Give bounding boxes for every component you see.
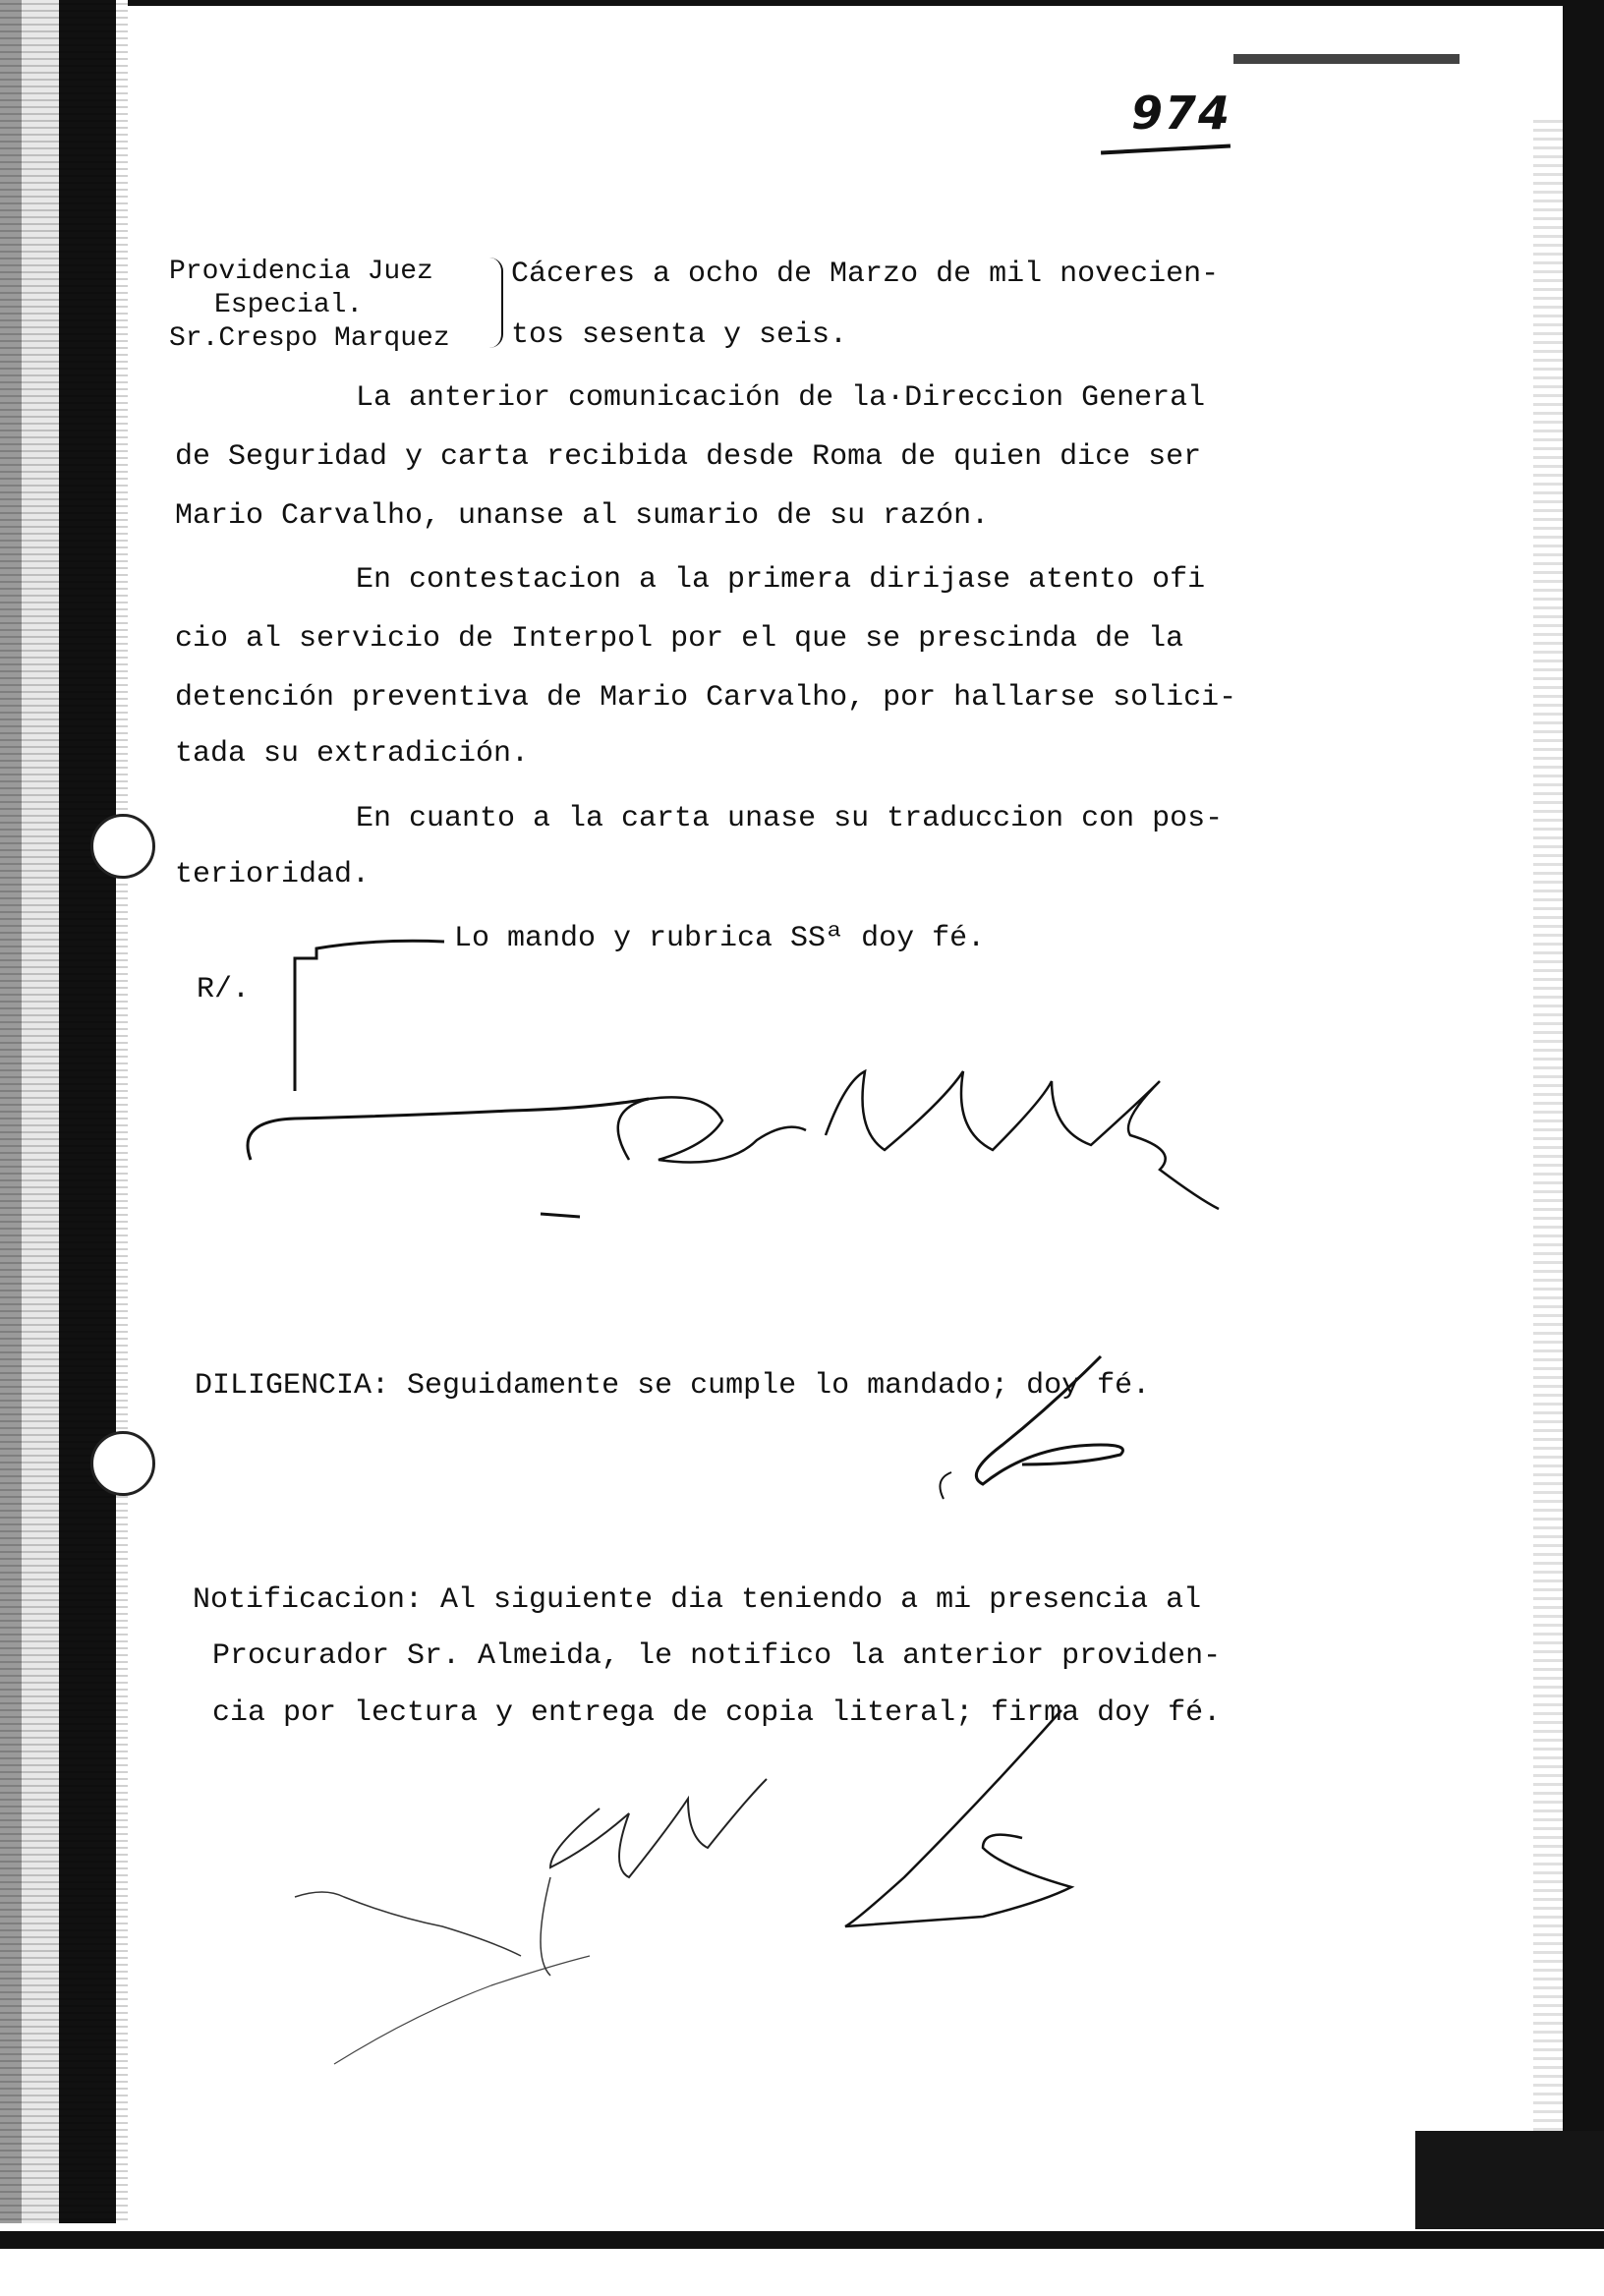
margin-note — [169, 256, 450, 356]
paragraph-line: cio al servicio de Interpol por el que se prescinda de la — [175, 622, 1184, 656]
paragraph-line: tada su extradición. — [175, 737, 530, 771]
margin-note-line: Especial. — [214, 290, 364, 320]
scan-edge-right-noise — [1533, 118, 1563, 2202]
scan-edge-bottom — [0, 2223, 1604, 2296]
header-line: tos sesenta y seis. — [511, 318, 848, 352]
scan-corner-dark — [1415, 2131, 1604, 2229]
paragraph-line: En cuanto a la carta unase su traduccion con pos- — [356, 802, 1224, 835]
paragraph-line: detención preventiva de Mario Carvalho, por hallarse solici- — [175, 681, 1237, 715]
rubric-mark: R/. — [197, 973, 251, 1006]
paragraph-line: terioridad. — [175, 858, 371, 891]
scan-edge-top — [0, 0, 1604, 6]
scan-edge-left — [0, 0, 128, 2296]
notificacion-line: cia por lectura y entrega de copia literal; firma doy fé. — [212, 1696, 1222, 1730]
paragraph-line: La anterior comunicación de la·Direccion General — [356, 381, 1206, 415]
paragraph-line: Mario Carvalho, unanse al sumario de su razón. — [175, 499, 990, 533]
margin-note-line: Sr.Crespo Marquez — [169, 323, 450, 354]
brace-divider — [484, 258, 503, 348]
punch-hole-icon — [90, 814, 155, 879]
order-line: Lo mando y rubrica SSª doy fé. — [454, 922, 986, 955]
notificacion-line: Procurador Sr. Almeida, le notifico la anterior providen- — [212, 1639, 1222, 1673]
scan-edge-right — [1563, 0, 1604, 2296]
scan-speck — [1233, 54, 1460, 64]
clerk-signature-icon — [845, 1710, 1071, 1926]
judge-signature-icon — [248, 1071, 1219, 1217]
paragraph-line: En contestacion a la primera dirijase atento ofi — [356, 563, 1206, 597]
margin-note-line: Providencia Juez — [169, 257, 433, 287]
page-number: 974 — [1130, 86, 1232, 140]
paragraph-line: de Seguridad y carta recibida desde Roma de quien dice ser — [175, 440, 1202, 474]
rubric-bracket-icon — [295, 941, 444, 1091]
header-line: Cáceres a ocho de Marzo de mil novecien- — [511, 258, 1220, 291]
procurador-signature-icon — [295, 1779, 767, 2064]
notificacion-line: Notificacion: Al siguiente dia teniendo a mi presencia al — [193, 1583, 1202, 1617]
page-number-underline — [1101, 144, 1231, 155]
diligencia-line: DILIGENCIA: Seguidamente se cumple lo mandado; doy fé. — [195, 1369, 1151, 1403]
punch-hole-icon — [90, 1431, 155, 1496]
